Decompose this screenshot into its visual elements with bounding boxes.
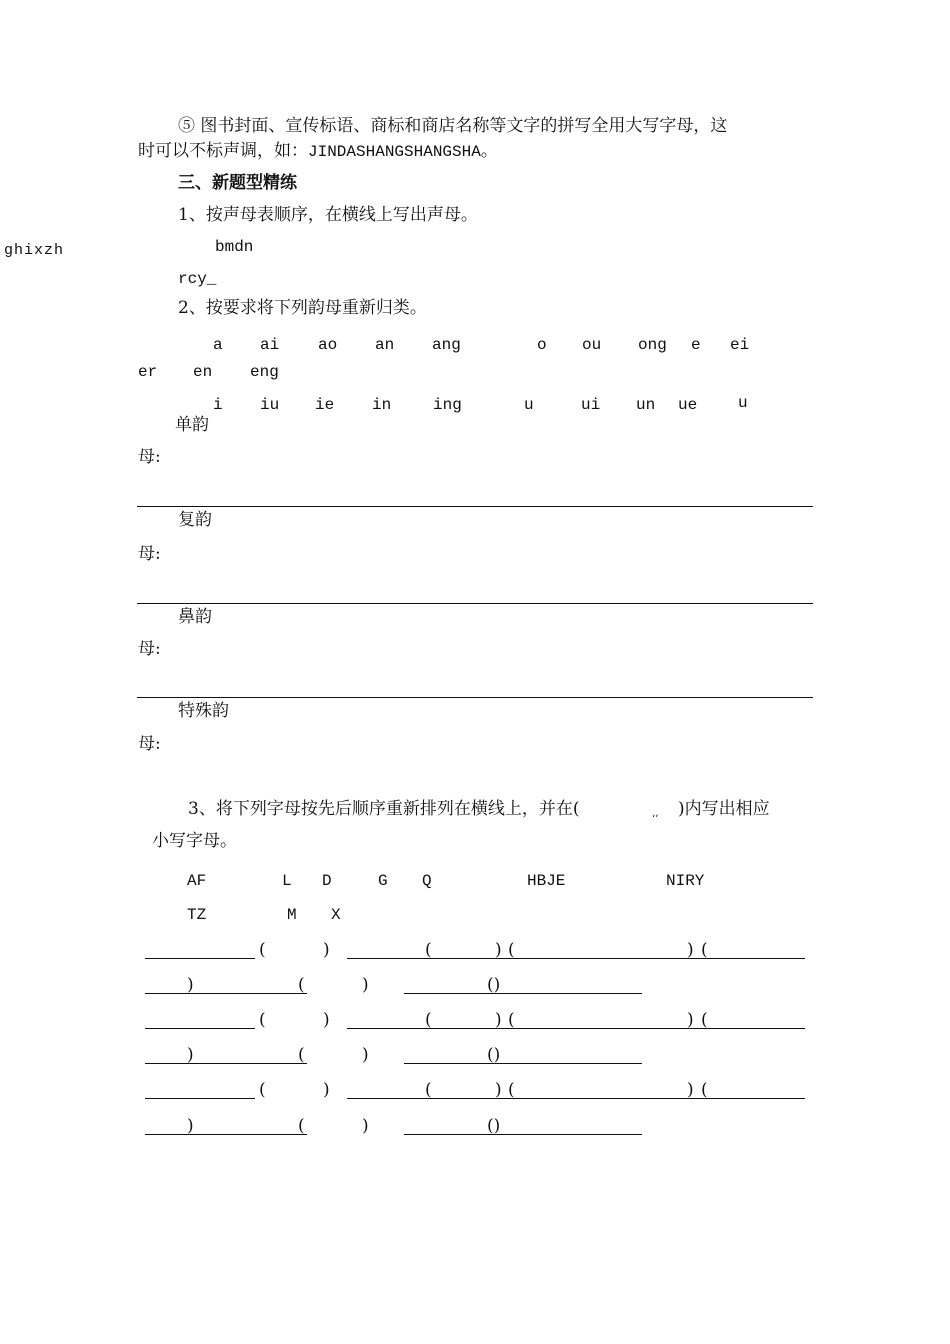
answer-blank	[145, 1098, 255, 1099]
final-item: ong	[638, 336, 667, 354]
answer-blank	[347, 1028, 805, 1029]
q3-prompt-part-a: 3、将下列字母按先后顺序重新排列在横线上，并在(	[188, 799, 580, 819]
paren-open: (	[298, 975, 305, 995]
final-item: en	[193, 363, 213, 381]
note-example-text: JINDASHANGSHANGSHA	[308, 143, 481, 161]
final-item: ou	[582, 336, 602, 354]
answer-blank	[145, 993, 307, 994]
q3-prompt-mark: ‘’	[652, 814, 659, 825]
q3-prompt-part-b: )内写出相应	[678, 799, 770, 819]
paren-close: )	[323, 1010, 330, 1030]
answer-blank	[404, 1134, 642, 1135]
note-line-2-prefix: 时可以不标声调，如：	[138, 141, 308, 161]
paren-open: (	[701, 940, 708, 960]
answer-blank	[404, 993, 642, 994]
paren-open: (	[259, 940, 266, 960]
paren-pair: ()	[487, 1116, 501, 1136]
answer-blank	[145, 1134, 307, 1135]
paren-close: )	[187, 1045, 194, 1065]
answer-blank	[404, 1063, 642, 1064]
paren-close: )	[187, 975, 194, 995]
paren-open: (	[425, 1080, 432, 1100]
letter-group: M	[287, 906, 297, 924]
category-label-special-tail: 母:	[138, 734, 161, 754]
paren-close: )	[687, 1010, 694, 1030]
paren-close: )	[362, 975, 369, 995]
paren-pair: ()	[487, 1045, 501, 1065]
letter-group: D	[322, 872, 332, 890]
section-heading: 三、新题型精练	[178, 173, 297, 193]
paren-close: )	[362, 1045, 369, 1065]
answer-line	[137, 697, 813, 698]
note-line-2	[138, 141, 498, 162]
paren-close: )	[187, 1116, 194, 1136]
paren-open: (	[425, 1010, 432, 1030]
paren-close: )	[495, 1010, 502, 1030]
final-item: un	[636, 396, 656, 414]
final-item: ei	[730, 336, 750, 354]
paren-open: (	[701, 1080, 708, 1100]
answer-line	[137, 603, 813, 604]
paren-open: (	[298, 1116, 305, 1136]
paren-open: (	[425, 940, 432, 960]
letter-group: HBJE	[527, 872, 566, 890]
letter-group: TZ	[187, 906, 207, 924]
q2-prompt: 2、按要求将下列韵母重新归类。	[178, 298, 427, 318]
final-item: a	[213, 336, 223, 354]
final-item: u	[738, 394, 748, 412]
letter-group: G	[378, 872, 388, 890]
category-label-nasal-tail: 母:	[138, 639, 161, 659]
final-item: ai	[260, 336, 280, 354]
q1-side-initials: ghixzh	[4, 242, 65, 259]
paren-close: )	[495, 940, 502, 960]
letter-group: L	[282, 872, 292, 890]
paren-open: (	[508, 1010, 515, 1030]
paren-close: )	[323, 1080, 330, 1100]
q1-initials-row-2: rcy_	[178, 270, 217, 288]
paren-close: )	[495, 1080, 502, 1100]
letter-group: NIRY	[666, 872, 705, 890]
final-item: ao	[318, 336, 338, 354]
final-item: i	[213, 396, 223, 414]
final-item: o	[537, 336, 547, 354]
letter-group: X	[331, 906, 341, 924]
final-item: er	[138, 363, 158, 381]
final-item: ang	[432, 336, 461, 354]
paren-open: (	[701, 1010, 708, 1030]
paren-open: (	[298, 1045, 305, 1065]
category-label-nasal: 鼻韵	[178, 607, 212, 627]
paren-close: )	[687, 940, 694, 960]
answer-blank	[145, 1028, 255, 1029]
q3-prompt-line-2: 小写字母。	[152, 831, 237, 851]
answer-blank	[347, 958, 805, 959]
paren-close: )	[687, 1080, 694, 1100]
final-item: u	[524, 396, 534, 414]
paren-open: (	[259, 1080, 266, 1100]
final-item: an	[375, 336, 395, 354]
final-item: iu	[260, 396, 280, 414]
category-label-compound-tail: 母:	[138, 544, 161, 564]
final-item: ui	[581, 396, 601, 414]
paren-open: (	[508, 940, 515, 960]
letter-group: AF	[187, 872, 207, 890]
paren-open: (	[259, 1010, 266, 1030]
paren-pair: ()	[487, 975, 501, 995]
q1-prompt: 1、按声母表顺序，在横线上写出声母。	[178, 205, 478, 225]
answer-blank	[145, 958, 255, 959]
final-item: ie	[315, 396, 335, 414]
paren-close: )	[323, 940, 330, 960]
answer-line	[137, 506, 813, 507]
note-line-1: ⑤ 图书封面、宣传标语、商标和商店名称等文字的拼写全用大写字母，这	[178, 116, 728, 136]
category-label-compound: 复韵	[178, 510, 212, 530]
paren-open: (	[508, 1080, 515, 1100]
final-item: e	[691, 336, 701, 354]
note-line-2-suffix: 。	[480, 141, 498, 161]
final-item: in	[372, 396, 392, 414]
answer-blank	[347, 1098, 805, 1099]
answer-blank	[145, 1063, 307, 1064]
final-item: ue	[678, 396, 698, 414]
q1-initials-row-1: bmdn	[215, 238, 254, 256]
paren-close: )	[362, 1116, 369, 1136]
final-item: ing	[433, 396, 462, 414]
letter-group: Q	[422, 872, 432, 890]
final-item: eng	[250, 363, 279, 381]
category-label-special: 特殊韵	[178, 701, 229, 721]
category-label-simple-tail: 母:	[138, 447, 161, 467]
category-label-simple: 单韵	[175, 415, 209, 435]
